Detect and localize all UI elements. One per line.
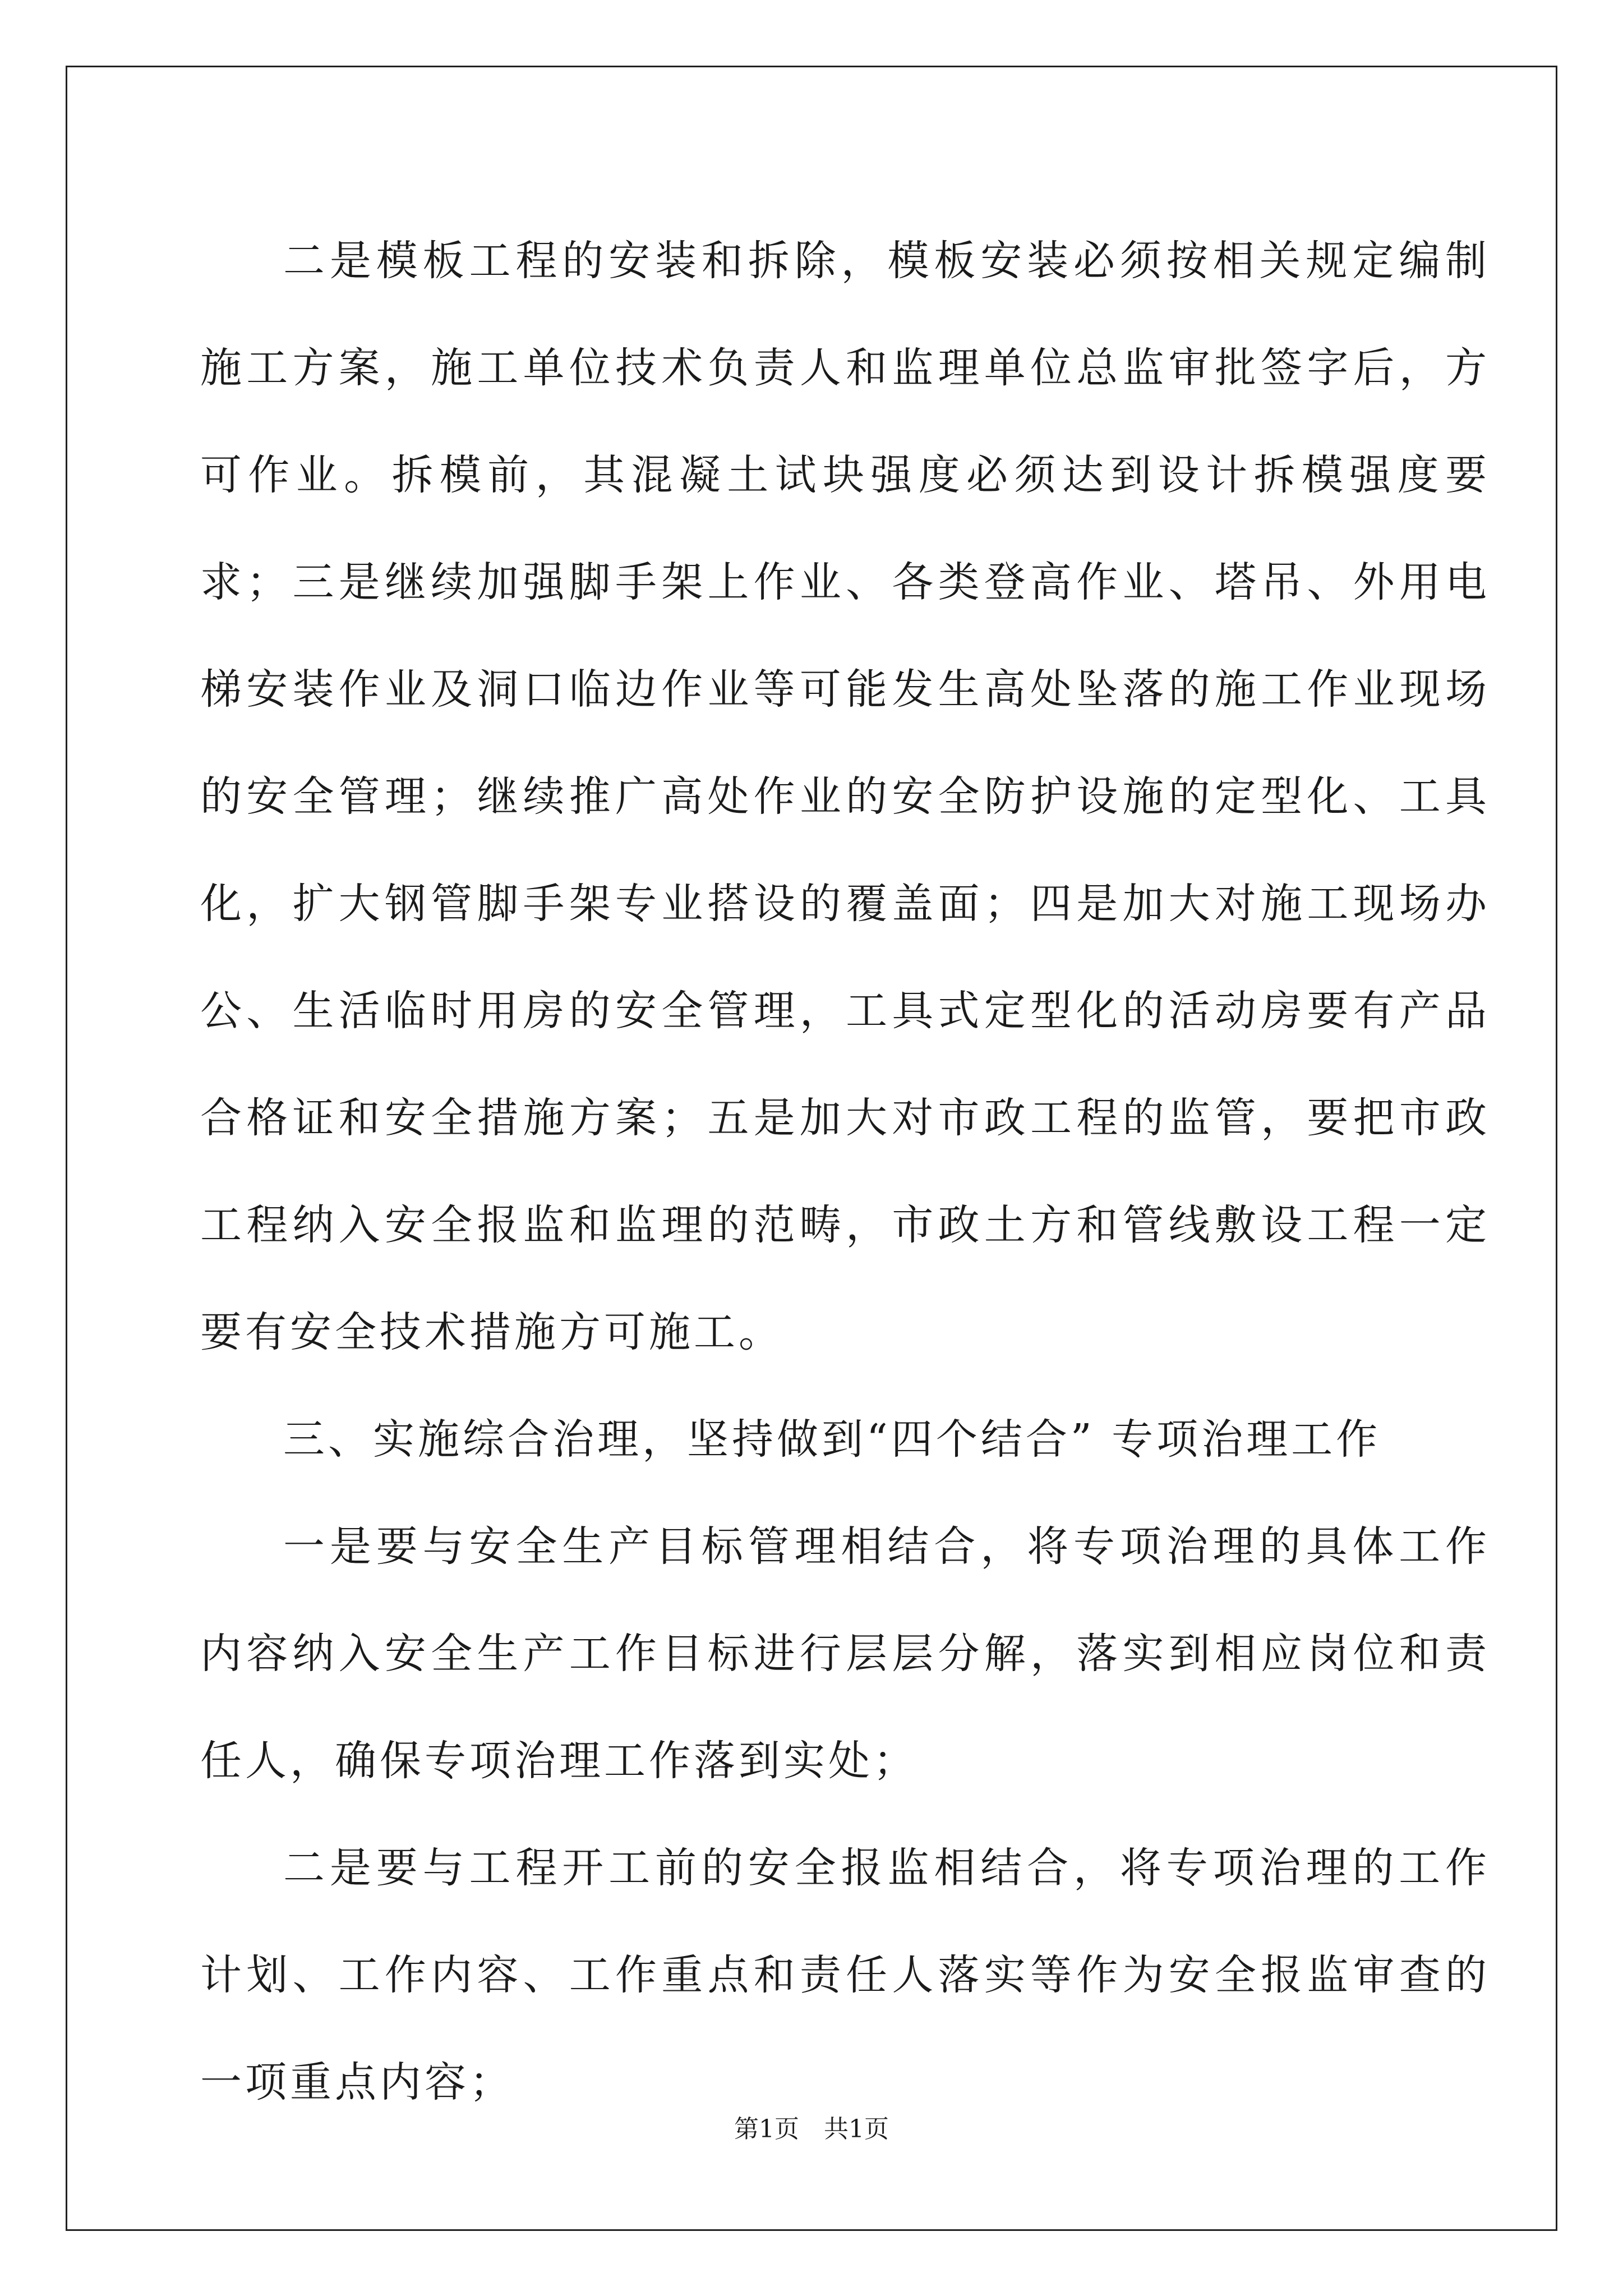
- page-footer: [0, 2113, 1623, 2146]
- paragraph-safety-supervision: 二是要与工程开工前的安全报监相结合，将专项治理的工作计划、工作内容、工作重点和责任人落实等作为安全报监审查的一项重点内容；: [200, 1844, 1490, 2106]
- paragraph-target-management: 一是要与安全生产目标管理相结合，将专项治理的具体工作内容纳入安全生产工作目标进行层层分解，落实到相应岗位和责任人，确保专项治理工作落到实处；: [200, 1522, 1490, 1785]
- page-number: 第1页: [734, 2115, 799, 2143]
- document-body: [200, 208, 1490, 2136]
- paragraph-formwork: 二是模板工程的安装和拆除，模板安装必须按相关规定编制施工方案，施工单位技术负责人和监理单位总监审批签字后，方可作业。拆模前，其混凝土试块强度必须达到设计拆模强度要求；三是继续加强脚手架上作业、各类登高作业、塔吊、外用电梯安装作业及洞口临边作业等可能发生高处坠落的施工作业现场的安全管理；继续推广高处作业的安全防护设施的定型化、工具化，扩大钢管脚手架专业搭设的覆盖面；四是加大对施工现场办公、生活临时用房的安全管理，工具式定型化的活动房要有产品合格证和安全措施方案；五是加大对市政工程的监管，要把市政工程纳入安全报监和监理的范畴，市政土方和管线敷设工程一定要有安全技术措施方可施工。: [200, 237, 1490, 1356]
- page-count: 共1页: [824, 2115, 889, 2143]
- section-heading-comprehensive-governance: 三、实施综合治理，坚持做到“四个结合” 专项治理工作: [283, 1415, 1381, 1464]
